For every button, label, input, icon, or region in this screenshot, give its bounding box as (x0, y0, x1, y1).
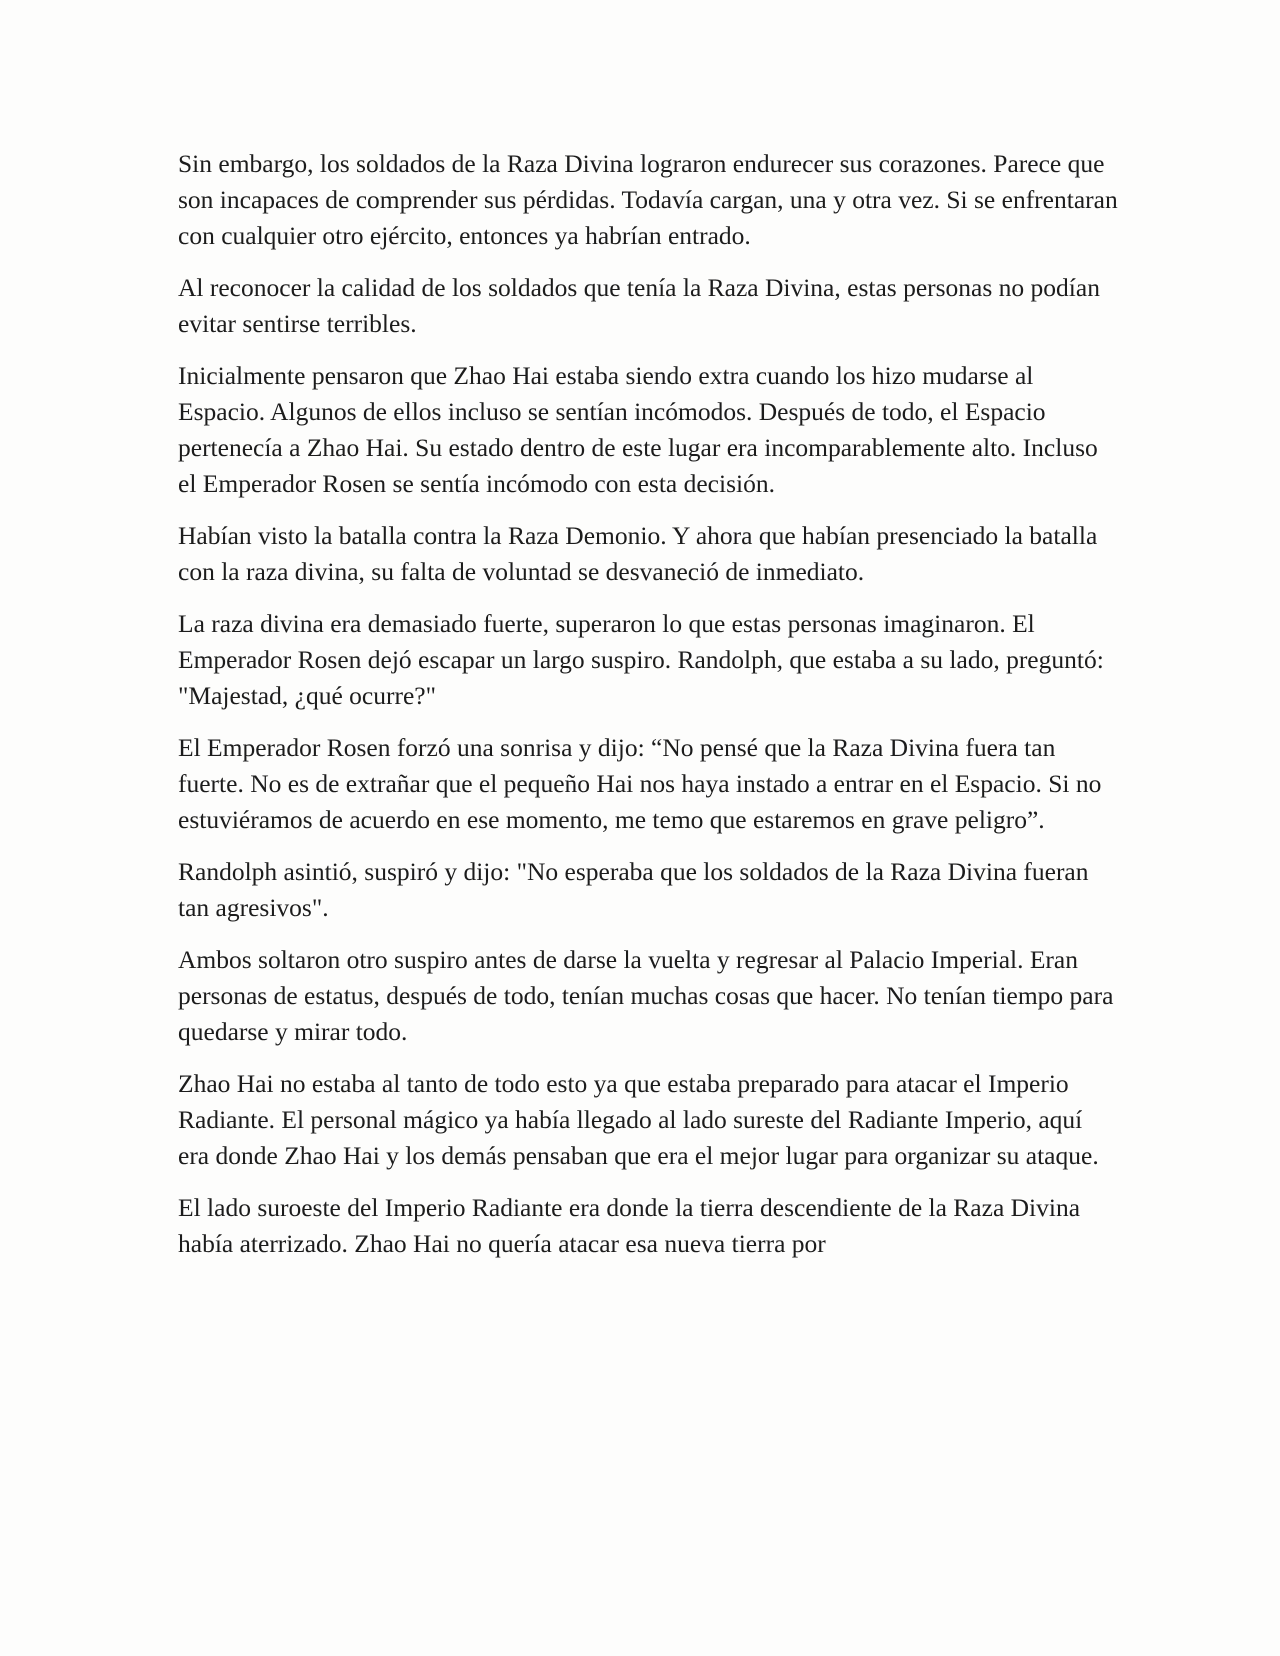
paragraph-4: Habían visto la batalla contra la Raza Demonio. Y ahora que habían presenciado la batalla con la raza divina, su falta de voluntad se desvaneció de inmediato. (178, 521, 1098, 586)
paragraph-5: La raza divina era demasiado fuerte, superaron lo que estas personas imaginaron. El Emperador Rosen dejó escapar un largo suspiro. Randolph, que estaba a su lado, preguntó: "Majestad, ¿qué ocurre?" (178, 609, 1104, 710)
paragraph-2: Al reconocer la calidad de los soldados que tenía la Raza Divina, estas personas no podían evitar sentirse terribles. (178, 273, 1100, 338)
paragraph-7: Randolph asintió, suspiró y dijo: "No esperaba que los soldados de la Raza Divina fueran tan agresivos". (178, 857, 1089, 922)
paragraph-8: Ambos soltaron otro suspiro antes de darse la vuelta y regresar al Palacio Imperial. Eran personas de estatus, después de todo, tenían muchas cosas que hacer. No tenían tiempo para quedarse y mirar todo. (178, 945, 1114, 1046)
paragraph-3: Inicialmente pensaron que Zhao Hai estaba siendo extra cuando los hizo mudarse al Espacio. Algunos de ellos incluso se sentían incómodos. Después de todo, el Espacio pertenecía a Zhao Hai. Su estado dentro de este lugar era incomparablemente alto. Incluso el Emperador Rosen se sentía incómodo con esta decisión. (178, 361, 1098, 498)
paragraph-6: El Emperador Rosen forzó una sonrisa y dijo: “No pensé que la Raza Divina fuera tan fuerte. No es de extrañar que el pequeño Hai nos haya instado a entrar en el Espacio. Si no estuviéramos de acuerdo en ese momento, me temo que estaremos en grave peligro”. (178, 733, 1102, 834)
paragraph-1: Sin embargo, los soldados de la Raza Divina lograron endurecer sus corazones. Parece que son incapaces de comprender sus pérdidas. Todavía cargan, una y otra vez. Si se enfrentaran con cualquier otro ejército, entonces ya habrían entrado. (178, 149, 1118, 250)
paragraph-10: El lado suroeste del Imperio Radiante era donde la tierra descendiente de la Raza Divina había aterrizado. Zhao Hai no quería atacar esa nueva tierra por (178, 1193, 1081, 1258)
paragraph-9: Zhao Hai no estaba al tanto de todo esto ya que estaba preparado para atacar el Imperio Radiante. El personal mágico ya había llegado al lado sureste del Radiante Imperio, aquí era donde Zhao Hai y los demás pensaban que era el mejor lugar para organizar su ataque. (178, 1069, 1099, 1170)
document-body (178, 146, 1118, 1278)
